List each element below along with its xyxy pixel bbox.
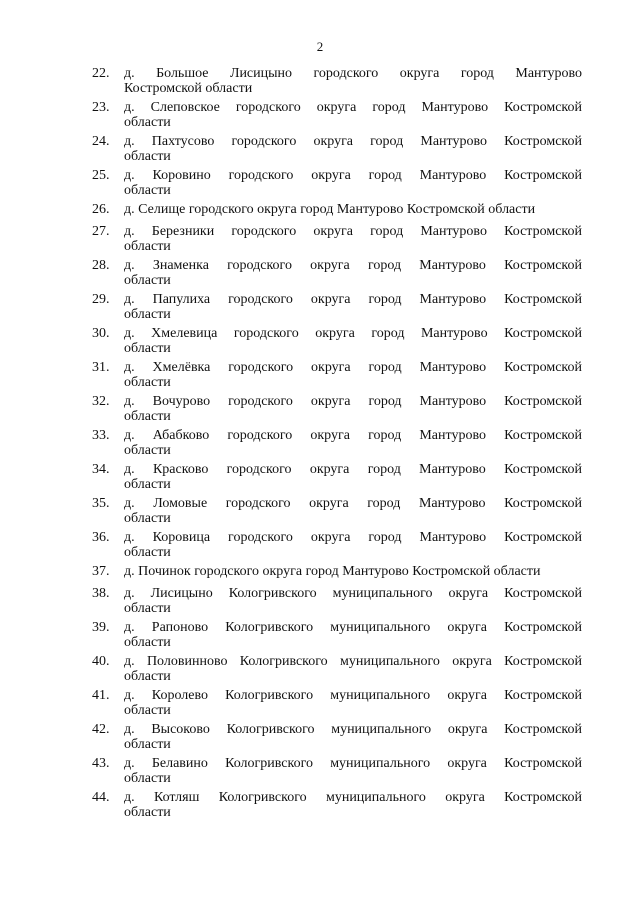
list-item bbox=[92, 586, 582, 616]
item-number: 40. bbox=[92, 654, 110, 669]
item-text-line2: области bbox=[124, 635, 171, 650]
item-text-line1: д. Слеповское городского округа город Мантурово Костромской bbox=[124, 100, 582, 115]
item-text-line2: области bbox=[124, 307, 171, 322]
item-text bbox=[124, 428, 582, 458]
item-text-line2: области bbox=[124, 477, 171, 492]
list-item bbox=[92, 66, 582, 96]
list-item bbox=[92, 462, 582, 492]
item-text bbox=[124, 360, 582, 390]
list-item bbox=[92, 688, 582, 718]
item-text-line2: области bbox=[124, 375, 171, 390]
list-item bbox=[92, 394, 582, 424]
item-number: 38. bbox=[92, 586, 110, 601]
list-item bbox=[92, 134, 582, 164]
settlement-list bbox=[92, 66, 582, 824]
item-number: 26. bbox=[92, 202, 110, 217]
item-text-line1: д. Пахтусово городского округа город Мантурово Костромской bbox=[124, 134, 582, 149]
item-number: 44. bbox=[92, 790, 110, 805]
item-text-line1: д. Половинново Кологривского муниципального округа Костромской bbox=[124, 654, 582, 669]
item-number: 23. bbox=[92, 100, 110, 115]
list-item bbox=[92, 530, 582, 560]
item-text-line2: области bbox=[124, 115, 171, 130]
item-text-line1: д. Папулиха городского округа город Мантурово Костромской bbox=[124, 292, 582, 307]
item-text: д. Починок городского округа город Мантурово Костромской области bbox=[124, 564, 541, 579]
item-text-line1: д. Белавино Кологривского муниципального округа Костромской bbox=[124, 756, 582, 771]
item-text-line2: области bbox=[124, 273, 171, 288]
list-item bbox=[92, 202, 582, 217]
list-item bbox=[92, 496, 582, 526]
list-item bbox=[92, 326, 582, 356]
item-text-line1: д. Котляш Кологривского муниципального округа Костромской bbox=[124, 790, 582, 805]
item-text bbox=[124, 326, 582, 356]
item-text-line2: области bbox=[124, 239, 171, 254]
item-text-line2: области bbox=[124, 409, 171, 424]
list-item bbox=[92, 258, 582, 288]
item-text bbox=[124, 134, 582, 164]
item-text bbox=[124, 496, 582, 526]
item-text-line2: области bbox=[124, 669, 171, 684]
item-number: 33. bbox=[92, 428, 110, 443]
item-number: 30. bbox=[92, 326, 110, 341]
item-number: 41. bbox=[92, 688, 110, 703]
item-text-line1: д. Рапоново Кологривского муниципального округа Костромской bbox=[124, 620, 582, 635]
item-text-line2: области bbox=[124, 601, 171, 616]
item-text-line2: области bbox=[124, 149, 171, 164]
item-number: 32. bbox=[92, 394, 110, 409]
item-number: 39. bbox=[92, 620, 110, 635]
list-item bbox=[92, 654, 582, 684]
item-text-line2: области bbox=[124, 341, 171, 356]
list-item bbox=[92, 564, 582, 579]
item-text-line1: д. Хмелевица городского округа город Мантурово Костромской bbox=[124, 326, 582, 341]
item-text-line1: д. Знаменка городского округа город Мантурово Костромской bbox=[124, 258, 582, 273]
item-text-line2: области bbox=[124, 737, 171, 752]
item-text-line1: д. Красково городского округа город Мантурово Костромской bbox=[124, 462, 582, 477]
item-text-line2: области bbox=[124, 443, 171, 458]
page-number: 2 bbox=[316, 39, 324, 54]
item-text bbox=[124, 530, 582, 560]
item-number: 22. bbox=[92, 66, 110, 81]
item-text bbox=[124, 168, 582, 198]
item-text-line1: д. Большое Лисицыно городского округа город Мантурово bbox=[124, 66, 582, 81]
item-text-line1: д. Королево Кологривского муниципального округа Костромской bbox=[124, 688, 582, 703]
item-number: 43. bbox=[92, 756, 110, 771]
list-item bbox=[92, 428, 582, 458]
item-number: 42. bbox=[92, 722, 110, 737]
item-text bbox=[124, 292, 582, 322]
item-text bbox=[124, 654, 582, 684]
item-text-line1: д. Лисицыно Кологривского муниципального округа Костромской bbox=[124, 586, 582, 601]
item-number: 34. bbox=[92, 462, 110, 477]
list-item bbox=[92, 756, 582, 786]
list-item bbox=[92, 620, 582, 650]
item-number: 24. bbox=[92, 134, 110, 149]
item-number: 37. bbox=[92, 564, 110, 579]
item-text bbox=[124, 722, 582, 752]
item-text bbox=[124, 756, 582, 786]
list-item bbox=[92, 790, 582, 820]
item-text-line1: д. Коровино городского округа город Мантурово Костромской bbox=[124, 168, 582, 183]
item-number: 36. bbox=[92, 530, 110, 545]
item-text bbox=[124, 394, 582, 424]
item-text bbox=[124, 790, 582, 820]
list-item bbox=[92, 100, 582, 130]
item-text bbox=[124, 100, 582, 130]
item-text bbox=[124, 688, 582, 718]
item-text-line2: области bbox=[124, 545, 171, 560]
list-item bbox=[92, 722, 582, 752]
item-text bbox=[124, 586, 582, 616]
item-text bbox=[124, 620, 582, 650]
item-text-line1: д. Вочурово городского округа город Мантурово Костромской bbox=[124, 394, 582, 409]
item-text-line2: области bbox=[124, 805, 171, 820]
item-number: 25. bbox=[92, 168, 110, 183]
item-text: д. Селище городского округа город Мантурово Костромской области bbox=[124, 202, 536, 217]
item-text-line1: д. Березники городского округа город Мантурово Костромской bbox=[124, 224, 582, 239]
list-item bbox=[92, 224, 582, 254]
item-text-line1: д. Абабково городского округа город Мантурово Костромской bbox=[124, 428, 582, 443]
item-text-line1: д. Коровица городского округа город Мантурово Костромской bbox=[124, 530, 582, 545]
item-text-line1: д. Высоково Кологривского муниципального округа Костромской bbox=[124, 722, 582, 737]
list-item bbox=[92, 292, 582, 322]
item-text bbox=[124, 258, 582, 288]
item-text bbox=[124, 462, 582, 492]
item-number: 28. bbox=[92, 258, 110, 273]
item-text-line2: области bbox=[124, 183, 171, 198]
item-text bbox=[124, 224, 582, 254]
item-text-line1: д. Ломовые городского округа город Мантурово Костромской bbox=[124, 496, 582, 511]
item-number: 27. bbox=[92, 224, 110, 239]
item-number: 29. bbox=[92, 292, 110, 307]
item-text-line2: области bbox=[124, 511, 171, 526]
item-text bbox=[124, 66, 582, 96]
list-item bbox=[92, 360, 582, 390]
list-item bbox=[92, 168, 582, 198]
item-number: 31. bbox=[92, 360, 110, 375]
item-text-line1: д. Хмелёвка городского округа город Мантурово Костромской bbox=[124, 360, 582, 375]
item-text-line2: области bbox=[124, 703, 171, 718]
item-text-line2: Костромской области bbox=[124, 81, 253, 96]
item-text-line2: области bbox=[124, 771, 171, 786]
item-number: 35. bbox=[92, 496, 110, 511]
